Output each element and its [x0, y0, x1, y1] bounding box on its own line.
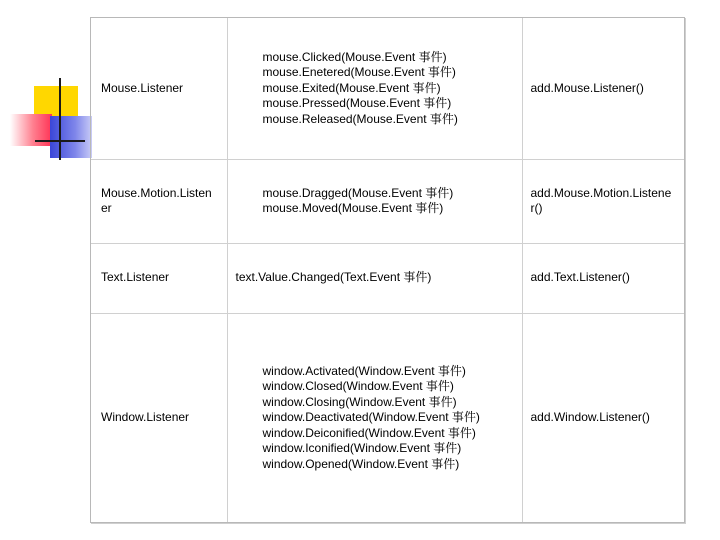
table-row: [91, 159, 684, 243]
listener-name: Mouse.Motion.Listen er: [101, 185, 212, 215]
listener-name-cell: [91, 313, 227, 522]
register-method: add.Mouse.Listener(): [530, 80, 644, 95]
listener-table: [91, 18, 684, 522]
listener-name: Text.Listener: [101, 270, 170, 285]
table-row: [91, 243, 684, 313]
listener-name-cell: [91, 159, 227, 243]
decorative-vertical-line: [59, 78, 61, 160]
listener-methods-cell: [227, 159, 522, 243]
method-text: mouse.Enetered(Mouse.Event 事件): [262, 65, 456, 79]
listener-name-cell: [91, 18, 227, 159]
listener-methods-cell: [227, 243, 522, 313]
table-row: [91, 18, 684, 159]
method-text: window.Opened(Window.Event 事件): [262, 456, 460, 471]
method-text: window.Activated(Window.Event 事件): [262, 363, 466, 378]
method-text: mouse.Exited(Mouse.Event 事件): [262, 80, 441, 95]
method-text: mouse.Released(Mouse.Event 事件): [262, 111, 458, 126]
register-method: add.Window.Listener(): [530, 410, 650, 424]
decorative-horizontal-line: [35, 140, 85, 142]
listener-methods-cell: [227, 313, 522, 522]
method-text: window.Closing(Window.Event 事件): [262, 394, 457, 409]
method-text: text.Value.Changed(Text.Event 事件): [235, 270, 432, 285]
method-text: window.Deactivated(Window.Event 事件): [262, 410, 480, 424]
listener-name: Window.Listener: [101, 410, 190, 424]
register-method-cell: [522, 18, 684, 159]
register-method: add.Text.Listener(): [530, 270, 630, 285]
register-method-cell: [522, 313, 684, 522]
method-text: mouse.Clicked(Mouse.Event 事件): [262, 49, 447, 64]
listener-table-frame: [90, 17, 685, 523]
table-row: [91, 313, 684, 522]
method-text: mouse.Moved(Mouse.Event 事件): [262, 201, 444, 215]
listener-name: Mouse.Listener: [101, 80, 184, 95]
method-text: mouse.Pressed(Mouse.Event 事件): [262, 96, 452, 110]
register-method: add.Mouse.Motion.Listene r(): [530, 185, 672, 215]
register-method-cell: [522, 243, 684, 313]
method-text: window.Iconified(Window.Event 事件): [262, 441, 462, 455]
register-method-cell: [522, 159, 684, 243]
decorative-blue-square: [50, 116, 92, 158]
method-text: window.Closed(Window.Event 事件): [262, 379, 454, 393]
method-text: window.Deiconified(Window.Event 事件): [262, 425, 476, 440]
listener-methods-cell: [227, 18, 522, 159]
listener-name-cell: [91, 243, 227, 313]
method-text: mouse.Dragged(Mouse.Event 事件): [262, 185, 454, 200]
